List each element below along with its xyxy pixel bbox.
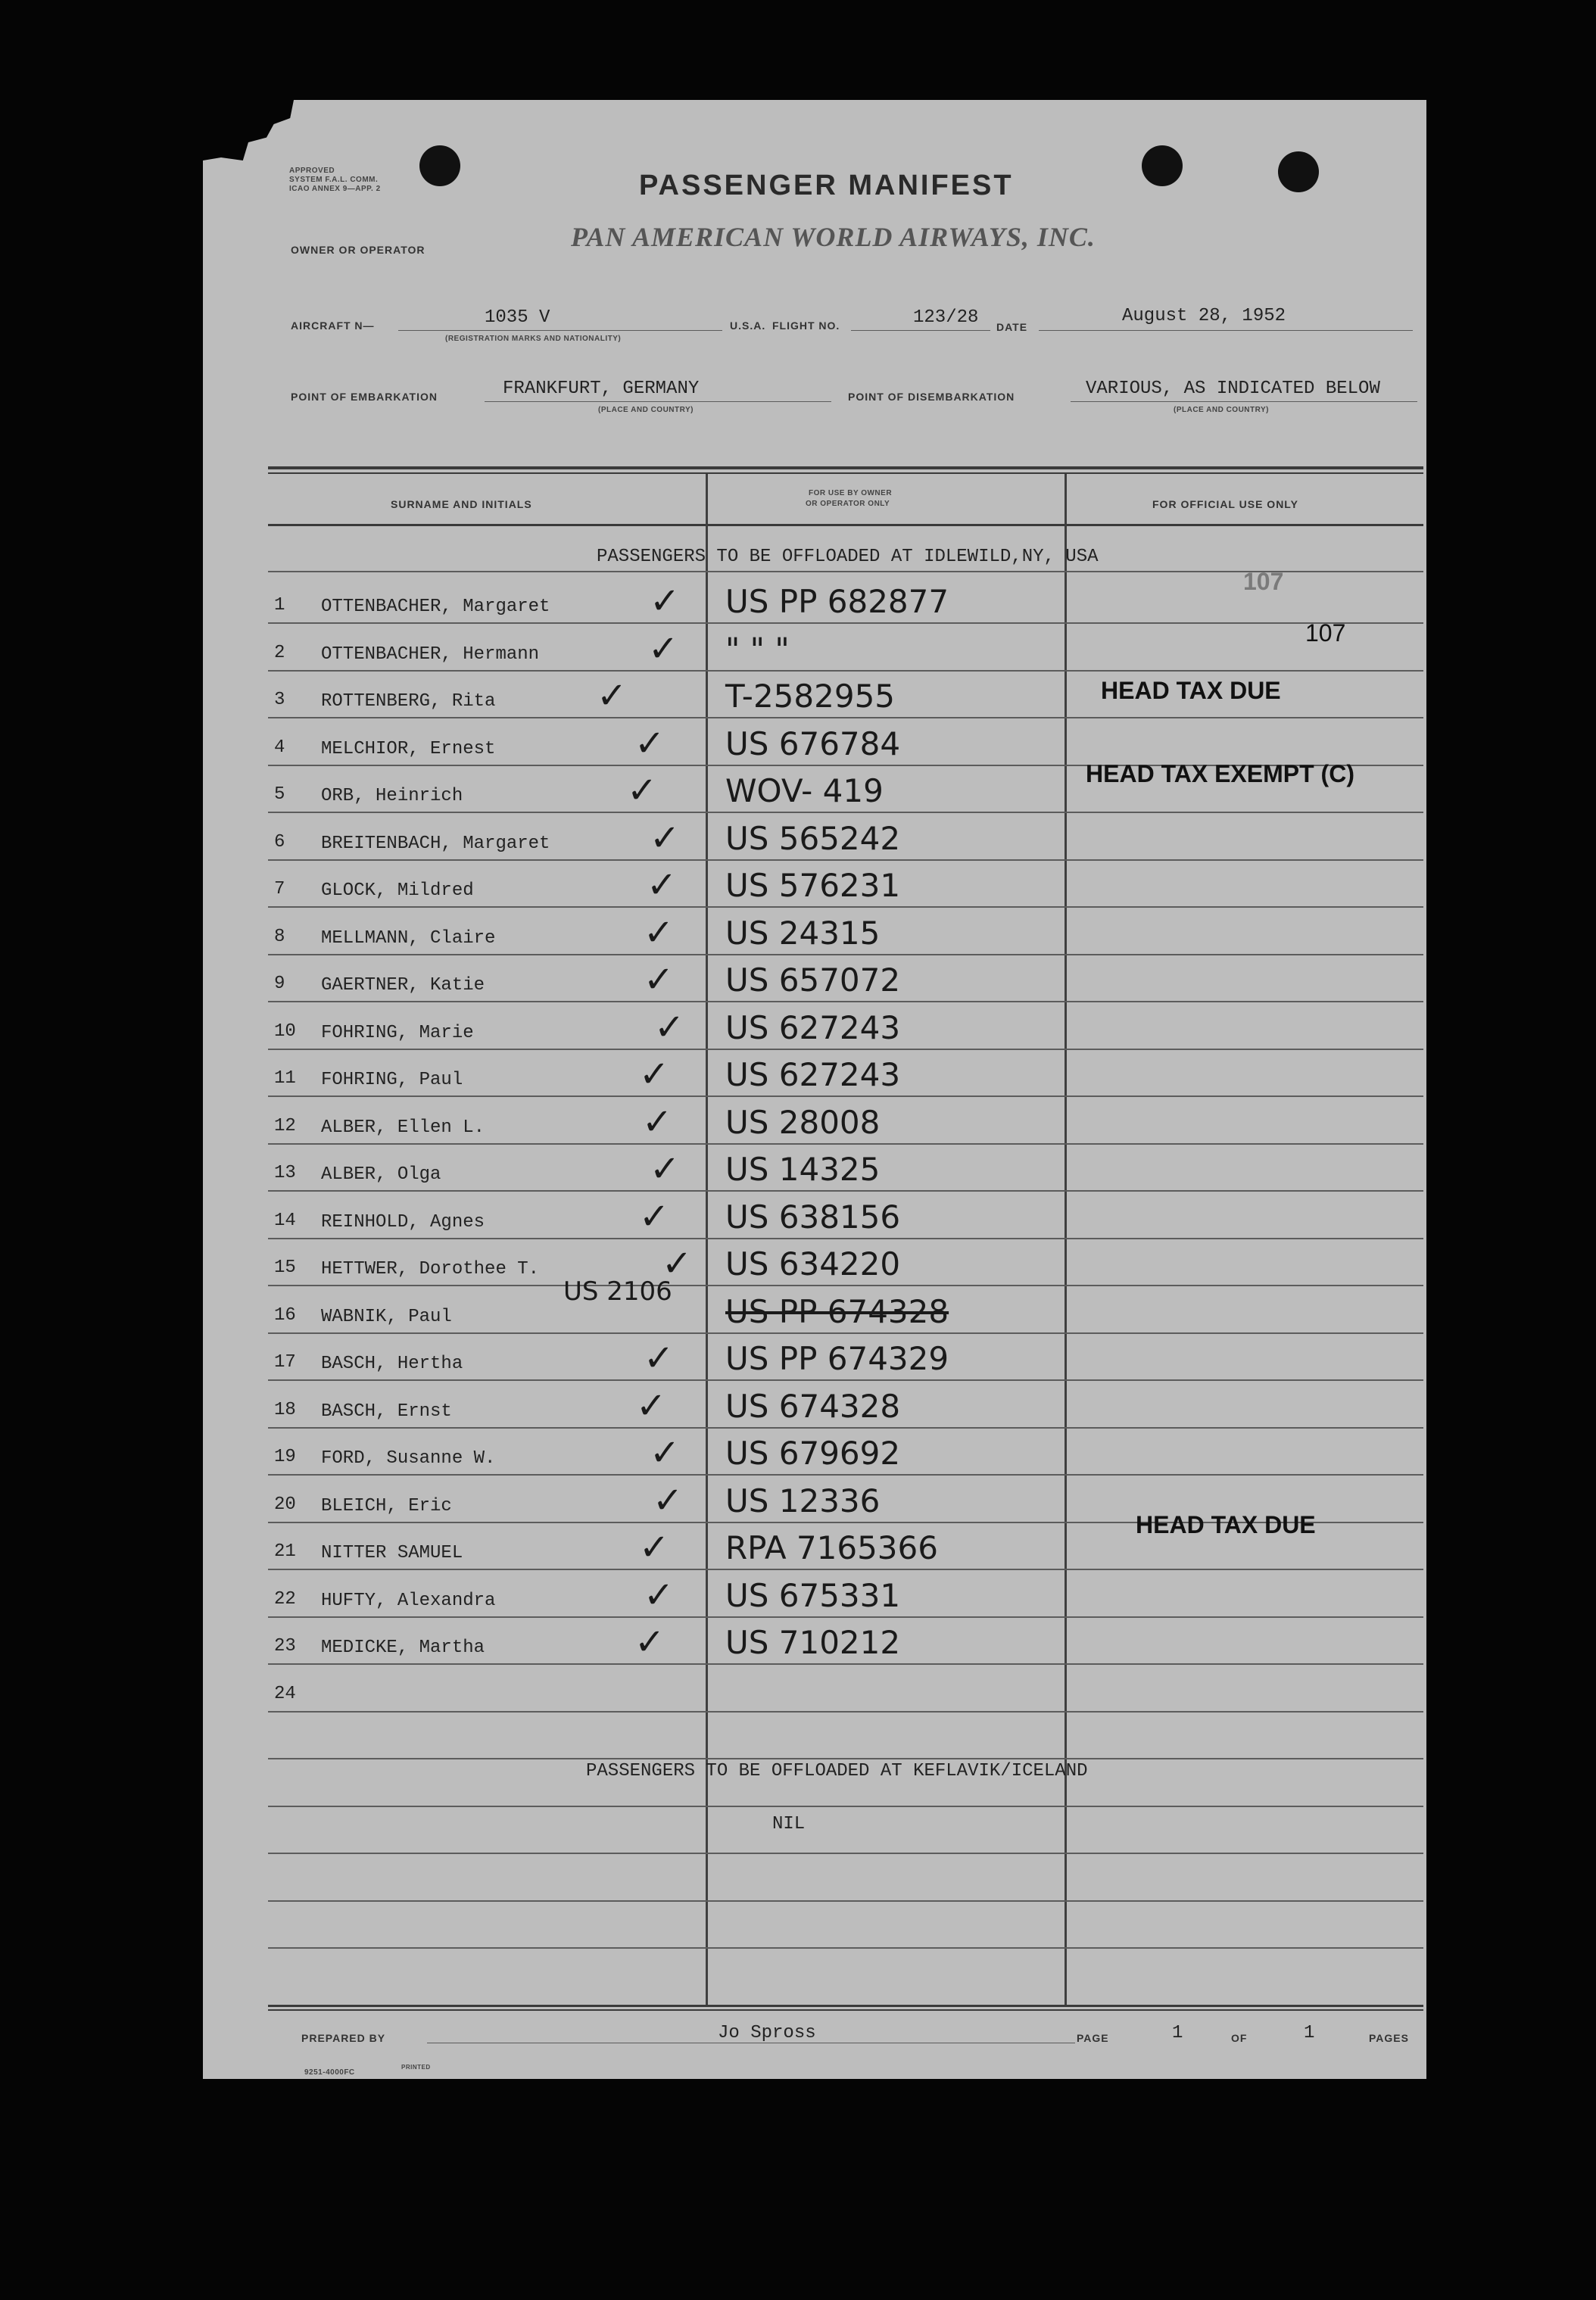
flight-label: FLIGHT NO. (772, 319, 840, 332)
document-number: US 565242 (725, 820, 901, 857)
row-number: 15 (274, 1258, 296, 1278)
disembarkation-label: POINT OF DISEMBARKATION (848, 391, 1015, 403)
punch-hole-right (1278, 151, 1319, 192)
row-number: 11 (274, 1068, 296, 1089)
form-number: 9251-4000FC (304, 2068, 355, 2077)
check-mark-icon: ✓ (647, 864, 678, 906)
col-owner-header-1: FOR USE BY OWNER (809, 489, 893, 497)
disembarkation-place-note: (PLACE AND COUNTRY) (1174, 406, 1269, 414)
passenger-name: ALBER, Olga (321, 1164, 441, 1185)
passenger-name: BASCH, Hertha (321, 1354, 463, 1374)
document-number: US 627243 (725, 1009, 901, 1046)
passenger-name: FORD, Susanne W. (321, 1448, 496, 1469)
row-rule (268, 1095, 1423, 1097)
page-label: PAGE (1077, 2032, 1109, 2044)
passenger-name: OTTENBACHER, Hermann (321, 644, 540, 665)
of-value: 1 (1304, 2023, 1315, 2043)
section-keflavik-value: NIL (772, 1814, 806, 1834)
prepared-value: Jo Spross (718, 2023, 816, 2043)
row-rule (268, 1332, 1423, 1334)
row-number: 10 (274, 1021, 296, 1042)
check-mark-icon: ✓ (644, 1337, 675, 1379)
check-mark-icon: ✓ (644, 958, 675, 1001)
document-number: US 24315 (725, 915, 881, 952)
col-official-header: FOR OFFICIAL USE ONLY (1152, 498, 1298, 510)
passenger-name: MELCHIOR, Ernest (321, 739, 496, 759)
aircraft-label: AIRCRAFT N— (291, 319, 375, 332)
document-number: US 676784 (725, 725, 901, 762)
embarkation-value: FRANKFURT, GERMANY (503, 379, 700, 399)
torn-corner (203, 100, 294, 161)
blank-rule (268, 1900, 1423, 1902)
passenger-name: FOHRING, Marie (321, 1023, 474, 1043)
row-number: 22 (274, 1589, 296, 1610)
check-mark-icon: ✓ (662, 1242, 693, 1285)
head-tax-due-2: HEAD TAX DUE (1136, 1511, 1316, 1538)
row-rule (268, 1238, 1423, 1239)
row-rule (268, 1474, 1423, 1476)
date-label: DATE (996, 321, 1028, 333)
check-mark-icon: ✓ (644, 1574, 675, 1616)
passenger-name: GLOCK, Mildred (321, 880, 474, 901)
row-rule (268, 906, 1423, 908)
blank-rule (268, 1806, 1423, 1807)
row-number: 23 (274, 1636, 296, 1656)
row-number: 12 (274, 1116, 296, 1136)
passenger-name: BREITENBACH, Margaret (321, 834, 550, 854)
approved-text: APPROVED (289, 167, 335, 175)
passenger-name: ALBER, Ellen L. (321, 1117, 485, 1138)
of-label: OF (1231, 2032, 1248, 2044)
punch-hole-left (419, 145, 460, 186)
row-number: 6 (274, 832, 285, 852)
row-number: 8 (274, 927, 285, 947)
system-text: SYSTEM F.A.L. COMM. (289, 176, 379, 184)
pages-label: PAGES (1369, 2032, 1409, 2044)
document-number: US 674328 (725, 1388, 901, 1425)
flight-value: 123/28 (913, 307, 979, 328)
passenger-name: MELLMANN, Claire (321, 928, 496, 949)
head-tax-due-1: HEAD TAX DUE (1101, 677, 1281, 704)
passenger-name: MEDICKE, Martha (321, 1638, 485, 1658)
document-number: US 679692 (725, 1435, 901, 1472)
document-number: US 12336 (725, 1482, 881, 1519)
document-number: US 14325 (725, 1151, 881, 1188)
airline-name: PAN AMERICAN WORLD AIRWAYS, INC. (571, 222, 1096, 252)
manifest-sheet (203, 100, 1426, 2079)
row-rule (268, 1379, 1423, 1381)
row-rule (268, 1663, 1423, 1665)
check-mark-icon: ✓ (634, 722, 666, 765)
row-rule (268, 1711, 1423, 1713)
check-mark-icon: ✓ (639, 1195, 670, 1238)
passenger-name: WABNIK, Paul (321, 1307, 452, 1327)
document-number: US 634220 (725, 1245, 901, 1282)
check-mark-icon: ✓ (650, 1148, 681, 1190)
row-number: 19 (274, 1447, 296, 1467)
passenger-name: FOHRING, Paul (321, 1070, 463, 1090)
disembarkation-value: VARIOUS, AS INDICATED BELOW (1086, 379, 1380, 399)
check-mark-icon: ✓ (650, 817, 681, 859)
head-tax-exempt: HEAD TAX EXEMPT (C) (1086, 760, 1354, 787)
row16-note: US 2106 (563, 1276, 672, 1307)
row-number: 4 (274, 737, 285, 758)
owner-label: OWNER OR OPERATOR (291, 244, 425, 256)
row-number: 7 (274, 879, 285, 899)
icao-text: ICAO ANNEX 9—APP. 2 (289, 185, 381, 193)
check-mark-icon: ✓ (636, 1385, 667, 1427)
document-number: US PP 682877 (725, 583, 949, 620)
col-surname-header: SURNAME AND INITIALS (391, 498, 532, 510)
row-number: 13 (274, 1163, 296, 1183)
document-number: US 657072 (725, 961, 901, 999)
row-rule (268, 1616, 1423, 1618)
prepared-label: PREPARED BY (301, 2032, 386, 2044)
page-value: 1 (1172, 2023, 1183, 2043)
document-number: US PP 674329 (725, 1340, 949, 1377)
document-number: " " " (725, 631, 790, 668)
passenger-name: ORB, Heinrich (321, 786, 463, 806)
row-number: 3 (274, 690, 285, 710)
document-number: US 638156 (725, 1198, 901, 1236)
aircraft-value: 1035 V (485, 307, 550, 328)
document-number: US 576231 (725, 867, 901, 904)
printed-mark: PRINTED (401, 2064, 431, 2071)
check-mark-icon: ✓ (653, 1479, 684, 1522)
check-mark-icon: ✓ (654, 1006, 685, 1049)
official-stamp-107: 107 (1305, 619, 1346, 647)
row-rule (268, 670, 1423, 672)
embarkation-label: POINT OF EMBARKATION (291, 391, 438, 403)
passenger-name: BLEICH, Eric (321, 1496, 452, 1516)
row-number: 2 (274, 643, 285, 663)
embarkation-place-note: (PLACE AND COUNTRY) (598, 406, 694, 414)
document-number: US 627243 (725, 1056, 901, 1093)
blank-rule (268, 1853, 1423, 1854)
blank-rule (268, 1758, 1423, 1759)
check-mark-icon: ✓ (650, 580, 681, 622)
section-idlewild: PASSENGERS TO BE OFFLOADED AT IDLEWILD,NY, USA (597, 547, 1099, 567)
row-rule (268, 812, 1423, 813)
passenger-name: HETTWER, Dorothee T. (321, 1259, 540, 1279)
document-number: T-2582955 (725, 678, 896, 715)
row-number: 16 (274, 1305, 296, 1326)
row-number: 17 (274, 1352, 296, 1373)
row-number: 18 (274, 1400, 296, 1420)
document-number: US PP 674328 (725, 1293, 949, 1330)
official-stamp-107-faint: 107 (1243, 568, 1284, 595)
row-rule (268, 1285, 1423, 1286)
document-number: US 675331 (725, 1577, 901, 1614)
passenger-name: BASCH, Ernst (321, 1401, 452, 1422)
col-owner-header-2: OR OPERATOR ONLY (806, 500, 890, 508)
date-value: August 28, 1952 (1122, 306, 1286, 326)
check-mark-icon: ✓ (650, 1432, 681, 1474)
passenger-name: HUFTY, Alexandra (321, 1591, 496, 1611)
row-number: 24 (274, 1684, 296, 1704)
check-mark-icon: ✓ (634, 1621, 666, 1663)
row-rule (268, 1143, 1423, 1145)
passenger-name: OTTENBACHER, Margaret (321, 597, 550, 617)
blank-rule (268, 1947, 1423, 1949)
check-mark-icon: ✓ (644, 912, 675, 954)
check-mark-icon: ✓ (642, 1101, 673, 1143)
row-rule (268, 1190, 1423, 1192)
row-rule (268, 1427, 1423, 1429)
document-number: WOV- 419 (725, 772, 884, 809)
row-number: 21 (274, 1541, 296, 1562)
check-mark-icon: ✓ (597, 675, 628, 717)
document-number: US 710212 (725, 1624, 901, 1661)
row-number: 1 (274, 595, 285, 616)
row-rule (268, 1049, 1423, 1050)
section-keflavik: PASSENGERS TO BE OFFLOADED AT KEFLAVIK/ICELAND (586, 1761, 1088, 1781)
page-title: PASSENGER MANIFEST (639, 170, 1014, 201)
row-number: 5 (274, 784, 285, 805)
check-mark-icon: ✓ (627, 769, 658, 812)
check-mark-icon: ✓ (639, 1053, 670, 1095)
row-rule (268, 1569, 1423, 1570)
row-rule (268, 954, 1423, 955)
passenger-name: REINHOLD, Agnes (321, 1212, 485, 1233)
passenger-name: NITTER SAMUEL (321, 1543, 463, 1563)
registration-note: (REGISTRATION MARKS AND NATIONALITY) (445, 335, 622, 343)
passenger-name: ROTTENBERG, Rita (321, 691, 496, 712)
row-rule (268, 717, 1423, 718)
row-rule (268, 1001, 1423, 1002)
check-mark-icon: ✓ (639, 1526, 670, 1569)
usa-label: U.S.A. (730, 319, 766, 332)
row-number: 9 (274, 974, 285, 994)
punch-hole-center (1142, 145, 1183, 186)
document-number: RPA 7165366 (725, 1529, 938, 1566)
row-number: 14 (274, 1211, 296, 1231)
document-number: US 28008 (725, 1104, 881, 1141)
check-mark-icon: ✓ (648, 628, 679, 670)
row-rule (268, 622, 1423, 624)
row-number: 20 (274, 1494, 296, 1515)
row-rule (268, 859, 1423, 861)
passenger-name: GAERTNER, Katie (321, 975, 485, 996)
